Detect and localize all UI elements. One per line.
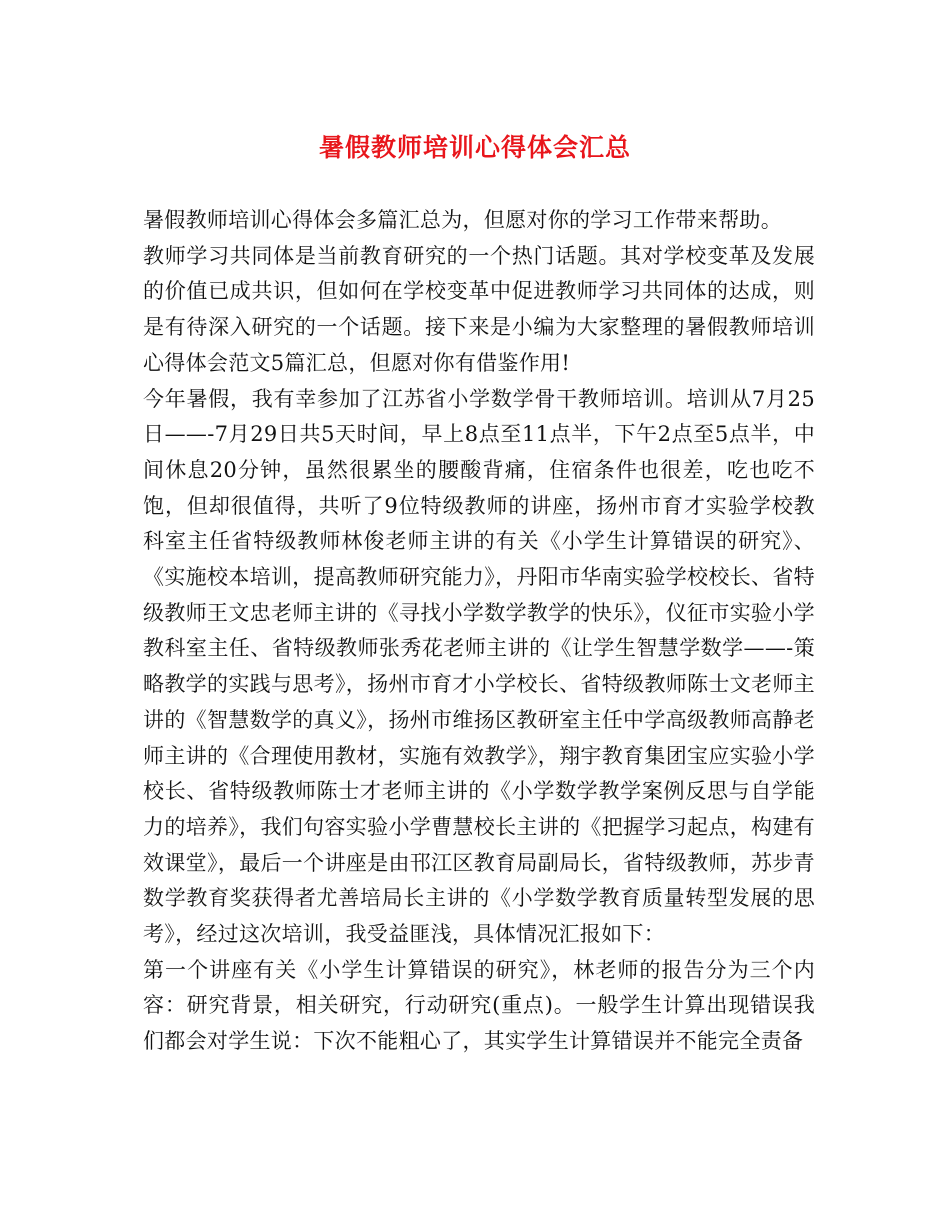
document-body [143,203,815,1060]
paragraph-intro: 暑假教师培训心得体会多篇汇总为，但愿对你的学习工作带来帮助。 [143,208,782,232]
paragraph-training-report: 今年暑假，我有幸参加了江苏省小学数学骨干教师培训。培训从7月25日——-7月29日共5天时间，早上8点至11点半，下午2点至5点半，中间休息20分钟，虽然很累坐的腰酸背痛，住宿条件也很差，吃也吃不饱，但却很值得，共听了9位特级教师的讲座，扬州市育才实验学校教科室主任省特级教师林俊老师主讲的有关《小学生计算错误的研究》、《实施校本培训，提高教师研究能力》，丹阳市华南实验学校校长、省特级教师王文忠老师主讲的《寻找小学数学教学的快乐》，仪征市实验小学教科室主任、省特级教师张秀花老师主讲的《让学生智慧学数学——-策略教学的实践与思考》，扬州市育才小学校长、省特级教师陈士文老师主讲的《智慧数学的真义》，扬州市维扬区教研室主任中学高级教师高静老师主讲的《合理使用教材，实施有效教学》，翔宇教育集团宝应实验小学校长、省特级教师陈士才老师主讲的《小学数学教学案例反思与自学能力的培养》，我们句容实验小学曹慧校长主讲的《把握学习起点，构建有效课堂》，最后一个讲座是由邗江区教育局副局长，省特级教师，苏步青数学教育奖获得者尤善培局长主讲的《小学数学教育质量转型发展的思考》，经过这次培训，我受益匪浅，具体情况汇报如下： [143,386,815,947]
document-title: 暑假教师培训心得体会汇总 [318,133,631,162]
paragraph-first-lecture: 第一个讲座有关《小学生计算错误的研究》，林老师的报告分为三个内容：研究背景，相关研究，行动研究(重点)。一般学生计算出现错误我们都会对学生说：下次不能粗心了，其实学生计算错误并不能完全责备 [143,957,815,1054]
paragraph-overview: 教师学习共同体是当前教育研究的一个热门话题。其对学校变革及发展的价值已成共识，但如何在学校变革中促进教师学习共同体的达成，则是有待深入研究的一个话题。接下来是小编为大家整理的暑假教师培训心得体会范文5篇汇总，但愿对你有借鉴作用! [143,243,815,375]
